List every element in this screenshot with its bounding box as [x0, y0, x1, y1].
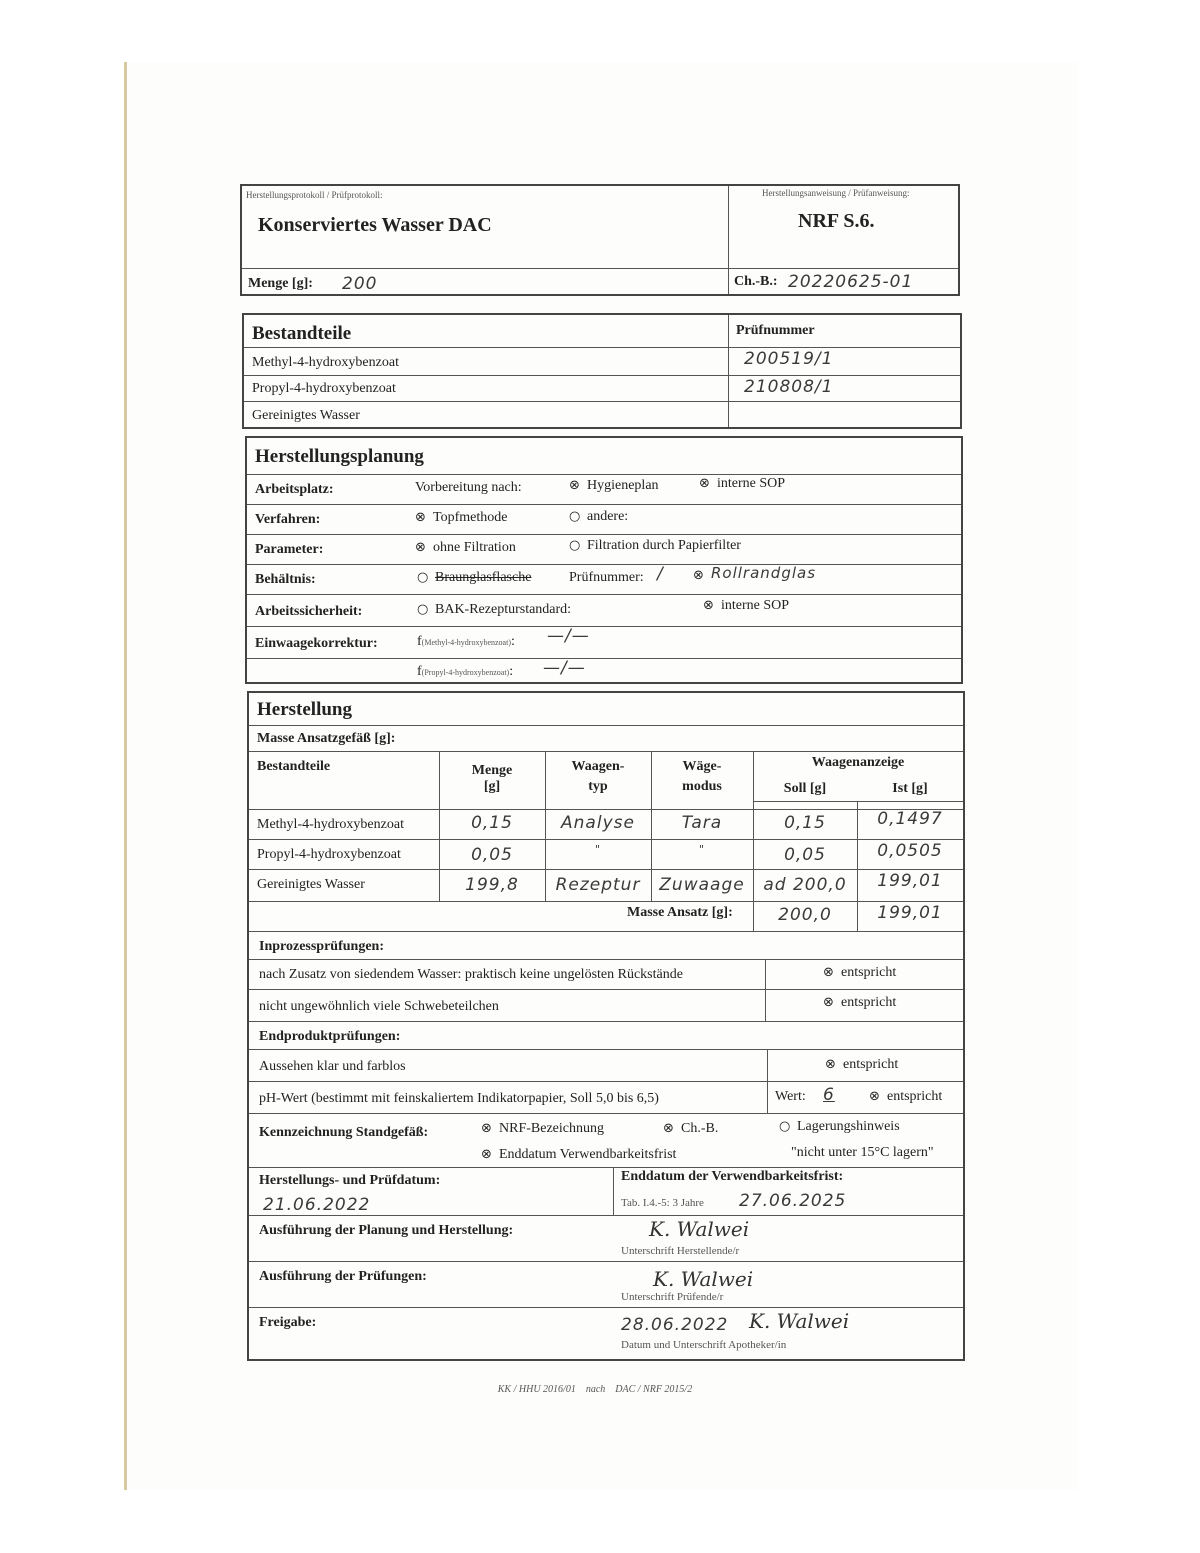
pruefnummer-value: 210808/1 — [744, 377, 834, 397]
planung-signature: K. Walwei — [649, 1217, 750, 1241]
charge-label: Ch.-B.: — [734, 274, 778, 289]
unchecked-box-icon: ○ — [779, 1119, 791, 1134]
arbeitsplatz-label: Arbeitsplatz: — [255, 482, 334, 497]
chb-option: Ch.-B. — [681, 1121, 719, 1136]
col-waagenanzeige: Waagenanzeige — [811, 755, 905, 770]
vorbereitung-text: Vorbereitung nach: — [415, 480, 522, 495]
parameter-label: Parameter: — [255, 542, 324, 557]
row-menge: 0,15 — [471, 813, 513, 833]
col-waagentyp: Waagen- typ — [571, 759, 625, 794]
freigabe-caption: Datum und Unterschrift Apotheker/in — [621, 1339, 787, 1351]
herstellung-title: Herstellung — [257, 699, 352, 720]
checked-box-icon: ⊗ — [823, 995, 834, 1010]
herstellung-block — [247, 691, 965, 1361]
planung-sig-label: Ausführung der Planung und Herstellung: — [259, 1223, 514, 1238]
inprozess-result: entspricht — [841, 965, 897, 980]
unchecked-box-icon: ○ — [417, 602, 429, 617]
bestandteil-name: Propyl-4-hydroxybenzoat — [252, 381, 396, 396]
row-name: Methyl-4-hydroxybenzoat — [257, 817, 404, 832]
andere-option: andere: — [587, 509, 629, 524]
endprodukt-row1: Aussehen klar und farblos — [259, 1059, 406, 1074]
sicherheit-label: Arbeitssicherheit: — [255, 604, 363, 619]
col-menge: Menge [g] — [471, 763, 513, 794]
datum-label: Herstellungs- und Prüfdatum: — [259, 1173, 441, 1188]
row-modus: Tara — [681, 813, 723, 833]
row-soll: ad 200,0 — [763, 875, 847, 895]
col-ist: Ist [g] — [892, 781, 928, 796]
row-typ: Rezeptur — [555, 875, 641, 895]
checked-box-icon: ⊗ — [703, 598, 714, 613]
inprozess-row1: nach Zusatz von siedendem Wasser: praktisch keine ungelösten Rückstände — [259, 967, 683, 982]
f-propyl-value: —/— — [543, 658, 586, 678]
endprodukt-result: entspricht — [843, 1057, 899, 1072]
checked-box-icon: ⊗ — [663, 1121, 674, 1136]
pruefnummer-value: 200519/1 — [744, 349, 834, 369]
menge-value: 200 — [342, 274, 378, 294]
checked-box-icon: ⊗ — [699, 476, 710, 491]
checked-box-icon: ⊗ — [825, 1057, 836, 1072]
pruef-sig-caption: Unterschrift Prüfende/r — [621, 1291, 724, 1303]
charge-value: 20220625-01 — [788, 272, 914, 292]
behaeltnis-pruefnummer: Prüfnummer: — [569, 570, 644, 585]
row-modus: " — [698, 843, 706, 856]
row-soll: 0,15 — [784, 813, 826, 833]
protocol-label: Herstellungsprotokoll / Prüfprotokoll: — [246, 190, 383, 200]
pruef-sig-label: Ausführung der Prüfungen: — [259, 1269, 427, 1284]
row-name: Propyl-4-hydroxybenzoat — [257, 847, 401, 862]
instruction-label: Herstellungsanweisung / Prüfanweisung: — [762, 188, 910, 198]
pruef-signature: K. Walwei — [653, 1267, 754, 1291]
planung-block — [245, 436, 963, 684]
endprodukt-title: Endproduktprüfungen: — [259, 1029, 401, 1044]
checked-box-icon: ⊗ — [481, 1121, 492, 1136]
instruction-value: NRF S.6. — [798, 210, 875, 232]
planung-sig-caption: Unterschrift Herstellende/r — [621, 1245, 740, 1257]
unchecked-box-icon: ○ — [569, 538, 581, 553]
freigabe-signature: K. Walwei — [749, 1309, 850, 1333]
row-modus: Zuwaage — [659, 875, 745, 895]
pruefnummer-slash: / — [657, 564, 664, 584]
checked-box-icon: ⊗ — [693, 568, 704, 583]
bestandteil-name: Methyl-4-hydroxybenzoat — [252, 355, 399, 370]
braunglas-option: Braunglasflasche — [435, 570, 532, 585]
pruefnummer-header: Prüfnummer — [736, 323, 815, 338]
checked-box-icon: ⊗ — [823, 965, 834, 980]
row-name: Gereinigtes Wasser — [257, 877, 365, 892]
masse-ansatz-label: Masse Ansatz [g]: — [627, 905, 733, 920]
sop-option: interne SOP — [717, 476, 786, 491]
enddatum-value: 27.06.2025 — [739, 1191, 847, 1211]
verfahren-label: Verfahren: — [255, 512, 321, 527]
row-menge: 199,8 — [465, 875, 519, 895]
enddatum-label: Enddatum der Verwendbarkeitsfrist: — [621, 1169, 844, 1184]
checked-box-icon: ⊗ — [569, 478, 580, 493]
masse-gefaess-label: Masse Ansatzgefäß [g]: — [257, 731, 396, 746]
inprozess-row2: nicht ungewöhnlich viele Schwebeteilchen — [259, 999, 499, 1014]
col-waegemodus: Wäge- modus — [682, 759, 722, 794]
filtration-option: Filtration durch Papierfilter — [587, 538, 741, 553]
col-bestandteile: Bestandteile — [257, 759, 331, 774]
lagerung-option: Lagerungshinweis — [797, 1119, 900, 1134]
row-typ: " — [594, 843, 602, 856]
bestandteile-block — [242, 313, 962, 429]
row-typ: Analyse — [561, 813, 635, 833]
endprodukt-row2: pH-Wert (bestimmt mit feinskaliertem Indikatorpapier, Soll 5,0 bis 6,5) — [259, 1091, 659, 1106]
planung-title: Herstellungsplanung — [255, 446, 424, 467]
behaeltnis-label: Behältnis: — [255, 572, 316, 587]
unchecked-box-icon: ○ — [417, 570, 429, 585]
sop-option: interne SOP — [721, 598, 790, 613]
endprodukt-result: entspricht — [887, 1089, 943, 1104]
datum-value: 21.06.2022 — [263, 1195, 371, 1215]
document-title: Konserviertes Wasser DAC — [258, 214, 492, 236]
lagerung-text: "nicht unter 15°C lagern" — [791, 1145, 934, 1160]
bak-option: BAK-Rezepturstandard: — [435, 602, 572, 617]
footer-text: KK / HHU 2016/01 nach DAC / NRF 2015/2 — [497, 1384, 693, 1395]
ohne-filtration-option: ohne Filtration — [433, 540, 516, 555]
row-ist: 199,01 — [877, 871, 943, 891]
inprozess-result: entspricht — [841, 995, 897, 1010]
bestandteile-title: Bestandteile — [252, 323, 352, 344]
checked-box-icon: ⊗ — [415, 510, 426, 525]
header-block — [240, 184, 960, 296]
kennzeichnung-label: Kennzeichnung Standgefäß: — [259, 1125, 429, 1140]
freigabe-date: 28.06.2022 — [621, 1315, 729, 1335]
topfmethode-option: Topfmethode — [433, 510, 508, 525]
menge-label: Menge [g]: — [248, 276, 313, 291]
hygieneplan-option: Hygieneplan — [587, 478, 659, 493]
enddatum-option: Enddatum Verwendbarkeitsfrist — [499, 1147, 677, 1162]
row-menge: 0,05 — [471, 845, 513, 865]
unchecked-box-icon: ○ — [569, 509, 581, 524]
col-soll: Soll [g] — [783, 781, 827, 796]
wert-label: Wert: — [775, 1089, 806, 1104]
f-methyl: f(Methyl-4-hydroxybenzoat): — [417, 634, 515, 649]
row-ist: 0,0505 — [877, 841, 943, 861]
tab-text: Tab. I.4.-5: 3 Jahre — [621, 1197, 704, 1209]
einwaage-label: Einwaagekorrektur: — [255, 636, 378, 651]
row-soll: 0,05 — [784, 845, 826, 865]
f-propyl: f(Propyl-4-hydroxybenzoat): — [417, 664, 514, 679]
masse-ansatz-soll: 200,0 — [778, 905, 832, 925]
f-methyl-value: —/— — [547, 626, 590, 646]
freigabe-label: Freigabe: — [259, 1315, 317, 1330]
row-ist: 0,1497 — [877, 809, 943, 829]
inprozess-title: Inprozessprüfungen: — [259, 939, 384, 954]
wert-value: 6 — [823, 1085, 835, 1105]
masse-ansatz-ist: 199,01 — [877, 903, 943, 923]
nrf-bezeichnung-option: NRF-Bezeichnung — [499, 1121, 604, 1136]
checked-box-icon: ⊗ — [415, 540, 426, 555]
checked-box-icon: ⊗ — [869, 1089, 880, 1104]
bestandteil-name: Gereinigtes Wasser — [252, 408, 360, 423]
rollrandglas-option: Rollrandglas — [711, 564, 817, 582]
checked-box-icon: ⊗ — [481, 1147, 492, 1162]
